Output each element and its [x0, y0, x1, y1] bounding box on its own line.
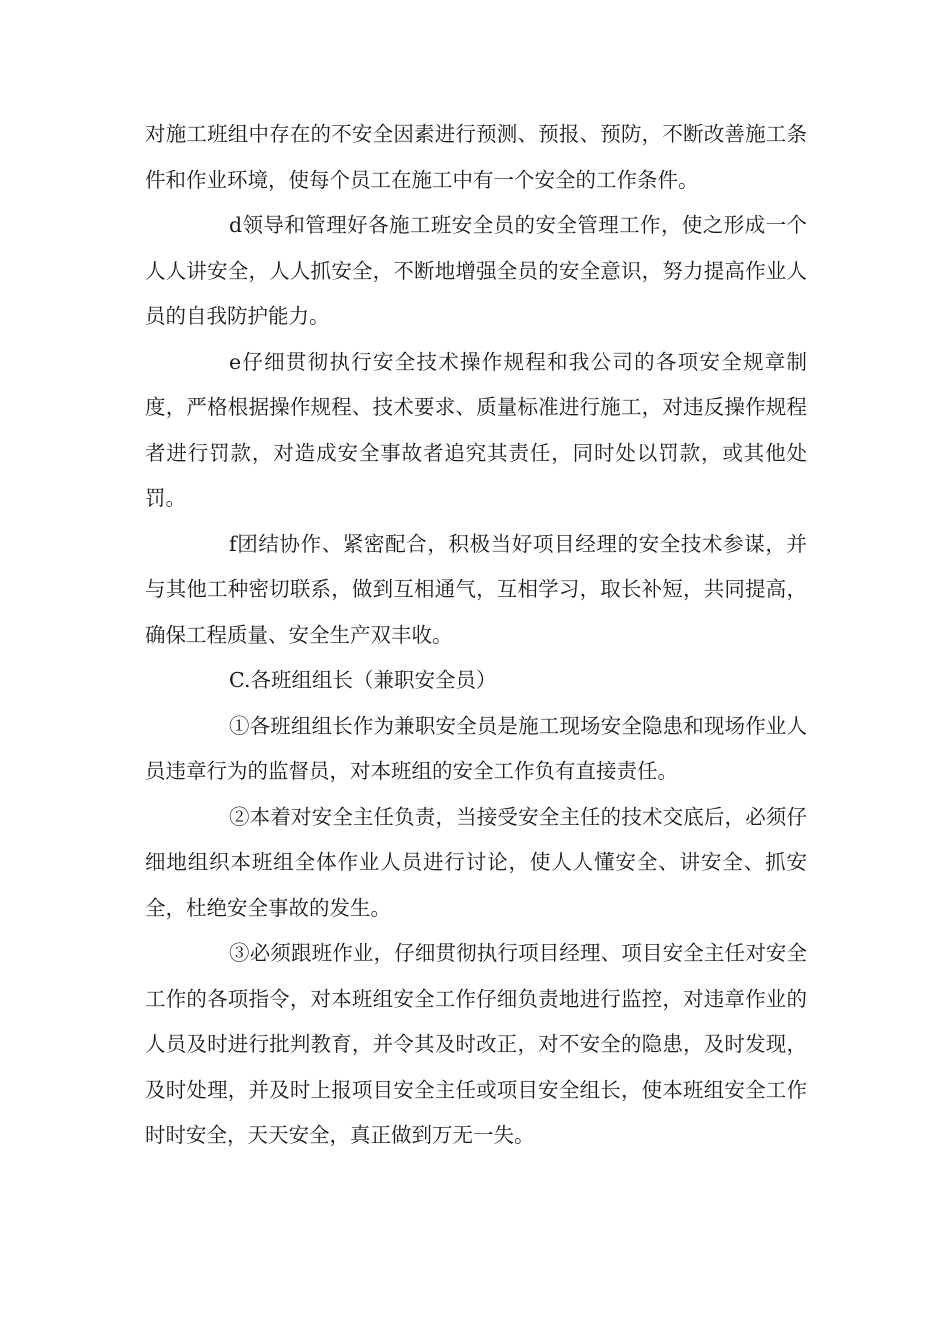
paragraph-item-e: e仔细贯彻执行安全技术操作规程和我公司的各项安全规章制度，严格根据操作规程、技术要求、质量标准进行施工，对违反操作规程者进行罚款，对造成安全事故者追究其责任，同时处以罚款，或其他处罚。 [145, 349, 807, 510]
paragraph-item-2: ②本着对安全主任负责，当接受安全主任的技术交底后，必须仔细地组织本班组全体作业人员进行讨论，使人人懂安全、讲安全、抓安全，杜绝安全事故的发生。 [145, 804, 807, 920]
paragraph-item-3: ③必须跟班作业，仔细贯彻执行项目经理、项目安全主任对安全工作的各项指令，对本班组安全工作仔细负责地进行监控，对违章作业的人员及时进行批判教育，并令其及时改正，对不安全的隐患，及时发现，及时处理，并及时上报项目安全主任或项目安全组长，使本班组安全工作时时安全，天天安全，真正做到万无一失。 [145, 941, 807, 1147]
paragraph-item-f: f团结协作、紧密配合，积极当好项目经理的安全技术参谋，并与其他工种密切联系，做到互相通气，互相学习，取长补短，共同提高，确保工程质量、安全生产双丰收。 [145, 531, 807, 647]
paragraph-continuation: 对施工班组中存在的不安全因素进行预测、预报、预防，不断改善施工条件和作业环境，使每个员工在施工中有一个安全的工作条件。 [145, 122, 807, 192]
paragraph-item-d: d领导和管理好各施工班安全员的安全管理工作，使之形成一个人人讲安全，人人抓安全，不断地增强全员的安全意识，努力提高作业人员的自我防护能力。 [145, 213, 807, 328]
paragraph-item-1: ①各班组组长作为兼职安全员是施工现场安全隐患和现场作业人员违章行为的监督员，对本班组的安全工作负有直接责任。 [145, 713, 807, 783]
document-body [145, 112, 807, 1159]
section-heading-team-leader: C.各班组组长（兼职安全员） [229, 668, 497, 692]
